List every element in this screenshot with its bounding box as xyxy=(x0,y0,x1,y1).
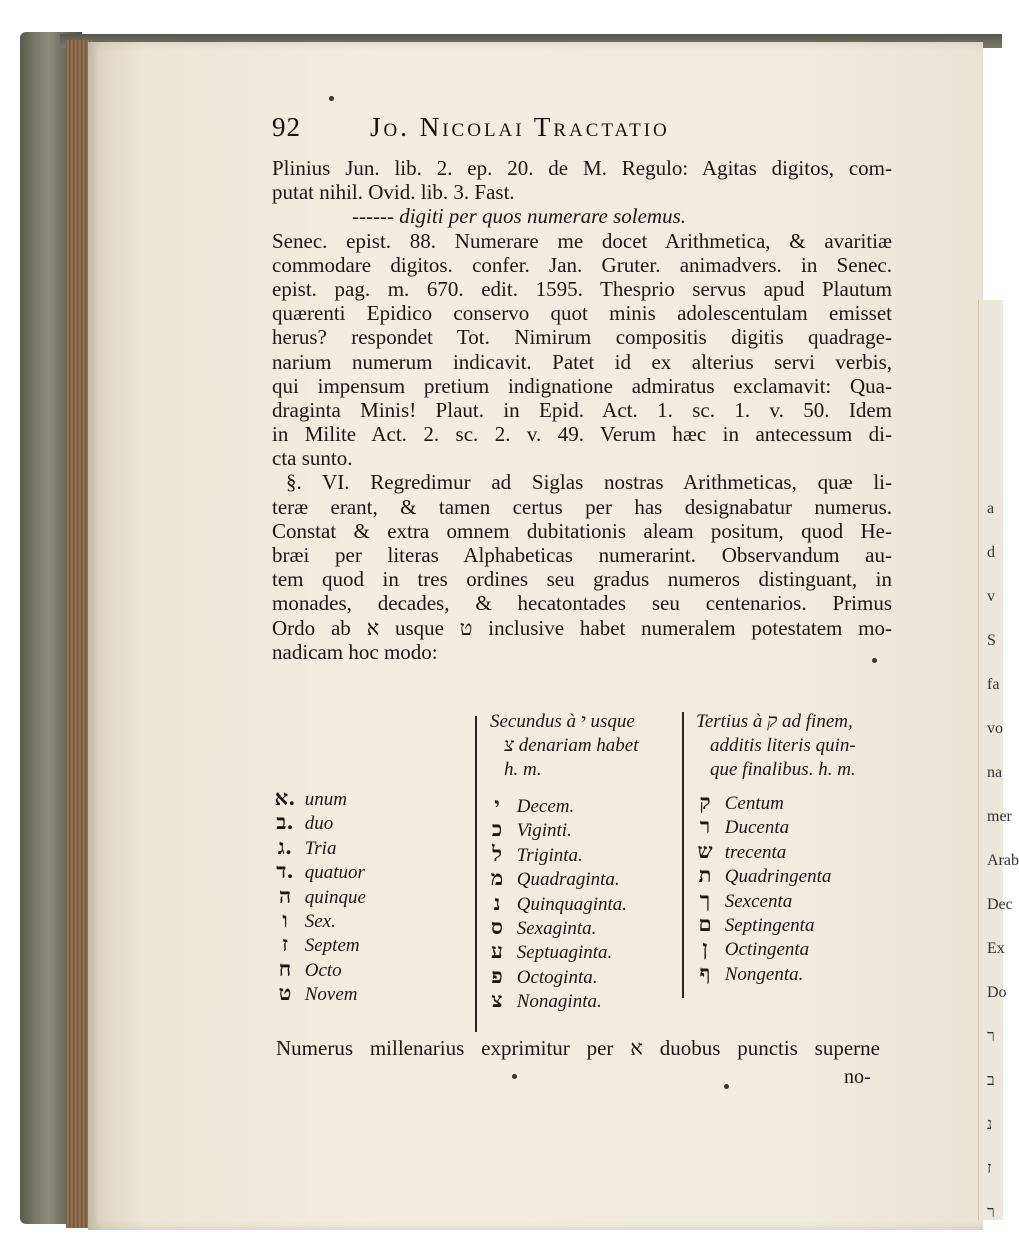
text-line: bræi per literas Alphabeticas numerarint. Observandum au- xyxy=(272,543,892,567)
hebrew-letter: נ xyxy=(493,889,501,915)
numeral-word: Quinquaginta. xyxy=(512,893,628,915)
body-text xyxy=(272,156,892,664)
numeral-word: Quadringenta xyxy=(720,866,832,888)
text-line: epist. pag. m. 670. edit. 1595. Thesprio servus apud Plautum xyxy=(272,276,892,301)
numeral-word: Ducenta xyxy=(720,817,790,839)
hebrew-letter: ר xyxy=(699,813,711,839)
next-page-fragment: fa xyxy=(987,676,1000,693)
header-line: que finalibus. h. m. xyxy=(710,759,856,780)
numeral-word: quatuor xyxy=(300,862,365,884)
numeral-entry xyxy=(690,863,831,889)
text-line: Plinius Jun. lib. 2. ep. 20. de M. Regulo: Agitas digitos, com- xyxy=(272,156,892,180)
ink-spot xyxy=(329,96,334,101)
numeral-entry xyxy=(690,790,784,816)
numeral-word: Nonaginta. xyxy=(512,991,602,1013)
header-line: h. m. xyxy=(504,759,542,780)
hebrew-letter: ל xyxy=(492,840,502,866)
numeral-word: Octoginta. xyxy=(512,966,598,988)
text-line: quærenti Epidico conservo quot minis adolescentulam emisset xyxy=(272,301,892,326)
numeral-word: quinque xyxy=(300,886,366,908)
numeral-entry xyxy=(482,915,596,941)
column-divider-1 xyxy=(475,716,477,1032)
hebrew-letter: ת xyxy=(698,862,712,888)
hebrew-letter: ן xyxy=(702,935,708,961)
hebrew-letter: כ xyxy=(491,816,503,842)
next-page-fragment: S xyxy=(987,632,996,649)
header-line: additis literis quin- xyxy=(710,735,856,756)
hebrew-letter: ם xyxy=(698,911,712,936)
text-line: Ordo ab א usque ט inclusive habet numeralem potestatem mo- xyxy=(272,615,892,640)
numeral-entry xyxy=(482,891,627,917)
numeral-entry xyxy=(482,842,583,868)
text-line: Constat & extra omnem dubitationis aleam positum, quod He- xyxy=(272,518,892,543)
numeral-word: Novem xyxy=(300,984,358,1006)
hebrew-letter: ד. xyxy=(276,858,294,884)
next-page-fragment: נ xyxy=(987,1116,993,1133)
numeral-entry xyxy=(482,964,598,990)
numeral-word: Centum xyxy=(720,793,784,814)
text-line: narium numerum indicavit. Patet id ex alterius servi verbis, xyxy=(272,349,892,374)
catchword: no- xyxy=(844,1066,871,1088)
numeral-word: duo xyxy=(300,813,334,835)
next-page-fragment: na xyxy=(987,764,1003,781)
next-page-fragment: ב xyxy=(987,1072,995,1089)
numeral-word: Nongenta. xyxy=(720,963,804,985)
next-page-edge xyxy=(978,300,1019,1221)
hebrew-letter: ט xyxy=(278,980,292,1006)
numeral-entry xyxy=(690,936,809,962)
hebrew-letter: ב. xyxy=(276,809,294,835)
hebrew-letter: פ xyxy=(491,962,503,988)
numeral-entry xyxy=(270,810,333,836)
numeral-word: trecenta xyxy=(720,841,787,863)
ink-spot xyxy=(724,1084,729,1089)
hebrew-letter: ה xyxy=(278,882,292,908)
next-page-fragment: Do xyxy=(987,984,1007,1001)
hebrew-letter: ג. xyxy=(277,833,293,859)
hebrew-letter: ו xyxy=(282,907,288,932)
next-page-fragment: Ex xyxy=(987,940,1005,957)
numeral-word: Decem. xyxy=(512,796,575,817)
numeral-entry xyxy=(690,888,792,914)
numeral-word: Tria xyxy=(300,837,337,859)
numeral-entry xyxy=(482,988,602,1014)
numeral-entry xyxy=(482,939,612,965)
hebrew-letter: מ xyxy=(490,865,504,891)
col3-header xyxy=(696,710,896,782)
hebrew-letter: א. xyxy=(274,785,296,810)
numeral-entry xyxy=(270,859,365,885)
text-line: §. VI. Regredimur ad Siglas nostras Arithmeticas, quæ li- xyxy=(286,470,892,495)
hebrew-letter: י xyxy=(494,792,500,817)
numeral-entry xyxy=(482,793,574,819)
text-line: putat nihil. Ovid. lib. 3. Fast. xyxy=(272,180,515,205)
col2-header xyxy=(490,710,682,782)
running-header xyxy=(272,112,882,146)
text-line: cta sunto. xyxy=(272,446,353,471)
numeral-word: Sexcenta xyxy=(720,890,793,912)
text-line: teræ erant, & tamen certus per has designabatur numerus. xyxy=(272,494,892,519)
ink-spot xyxy=(872,658,877,663)
hebrew-letter: ש xyxy=(697,837,713,863)
text-line: monades, decades, & hecatontades seu centenarios. Primus xyxy=(272,591,892,616)
text-line: draginta Minis! Plaut. in Epid. Act. 1. sc. 1. v. 50. Idem xyxy=(272,397,892,422)
next-page-fragment: Dec xyxy=(987,896,1013,913)
numeral-word: Quadraginta. xyxy=(512,869,620,891)
hebrew-letter: ף xyxy=(699,959,711,985)
numeral-word: Triginta. xyxy=(512,844,583,866)
header-line: Tertius à ק ad finem, xyxy=(696,711,853,732)
numeral-entry xyxy=(270,908,336,934)
numeral-word: unum xyxy=(300,789,347,810)
text-line: Senec. epist. 88. Numerare me docet Arithmetica, & avaritiæ xyxy=(272,228,892,253)
closing-line: Numerus millenarius exprimitur per א duobus punctis superne xyxy=(276,1036,880,1060)
text-line: herus? respondet Tot. Nimirum compositis digitis quadrage- xyxy=(272,325,892,350)
page-number: 92 xyxy=(272,112,301,142)
text-line: qui impensum pretium indignatione admiratus exclamavit: Qua- xyxy=(272,373,892,398)
numeral-word: Octo xyxy=(300,959,342,981)
next-page-fragment: ר xyxy=(987,1204,995,1221)
next-page-fragment: vo xyxy=(987,720,1003,737)
numeral-word: Septem xyxy=(300,935,360,957)
numeral-entry xyxy=(690,814,789,840)
next-page-fragment: mer xyxy=(987,808,1012,825)
header-line: צ denariam habet xyxy=(504,735,639,756)
hebrew-letter: ח xyxy=(278,955,292,981)
hebrew-letter: צ xyxy=(491,987,503,1013)
hebrew-letter: ע xyxy=(491,938,503,964)
column-divider-2 xyxy=(682,712,684,998)
numeral-entry xyxy=(270,932,360,958)
hebrew-letter: ק xyxy=(699,789,711,814)
text-line: in Milite Act. 2. sc. 2. v. 49. Verum hæc in antecessum di- xyxy=(272,422,892,447)
numeral-entry xyxy=(270,884,366,910)
next-page-fragment: Arab xyxy=(987,852,1019,869)
numeral-word: Sex. xyxy=(300,911,336,932)
numeral-word: Septuaginta. xyxy=(512,942,613,964)
numeral-word: Viginti. xyxy=(512,820,572,842)
next-page-fragment: d xyxy=(987,544,995,561)
numeral-word: Octingenta xyxy=(720,939,810,961)
ink-spot xyxy=(512,1074,517,1079)
numeral-entry xyxy=(482,866,620,892)
numeral-entry xyxy=(690,912,814,938)
numeral-entry xyxy=(482,817,572,843)
hebrew-letter: ס xyxy=(491,914,503,939)
numeral-word: Septingenta xyxy=(720,915,815,936)
numeral-entry xyxy=(270,786,347,812)
text-line: ------ digiti per quos numerare solemus. xyxy=(352,204,687,229)
text-line: tem quod in tres ordines seu gradus numeros distinguant, in xyxy=(272,567,892,592)
numeral-entry xyxy=(690,839,786,865)
next-page-fragment: ר xyxy=(987,1028,995,1045)
numeral-entry xyxy=(270,835,336,861)
hebrew-letter: ך xyxy=(699,886,711,912)
hebrew-letter: ז xyxy=(282,931,288,957)
next-page-fragment: a xyxy=(987,500,995,517)
numeral-entry xyxy=(270,981,358,1007)
running-title: Jo. Nicolai Tractatio xyxy=(370,112,670,142)
next-page-fragment: v xyxy=(987,588,995,605)
numeral-entry xyxy=(270,957,342,983)
header-line: Secundus à י usque xyxy=(490,711,635,732)
text-line: nadicam hoc modo: xyxy=(272,639,438,664)
next-page-fragment: ז xyxy=(987,1160,992,1177)
text-line: commodare digitos. confer. Jan. Gruter. animadvers. in Senec. xyxy=(272,252,892,277)
numeral-word: Sexaginta. xyxy=(512,918,597,939)
numeral-entry xyxy=(690,961,803,987)
